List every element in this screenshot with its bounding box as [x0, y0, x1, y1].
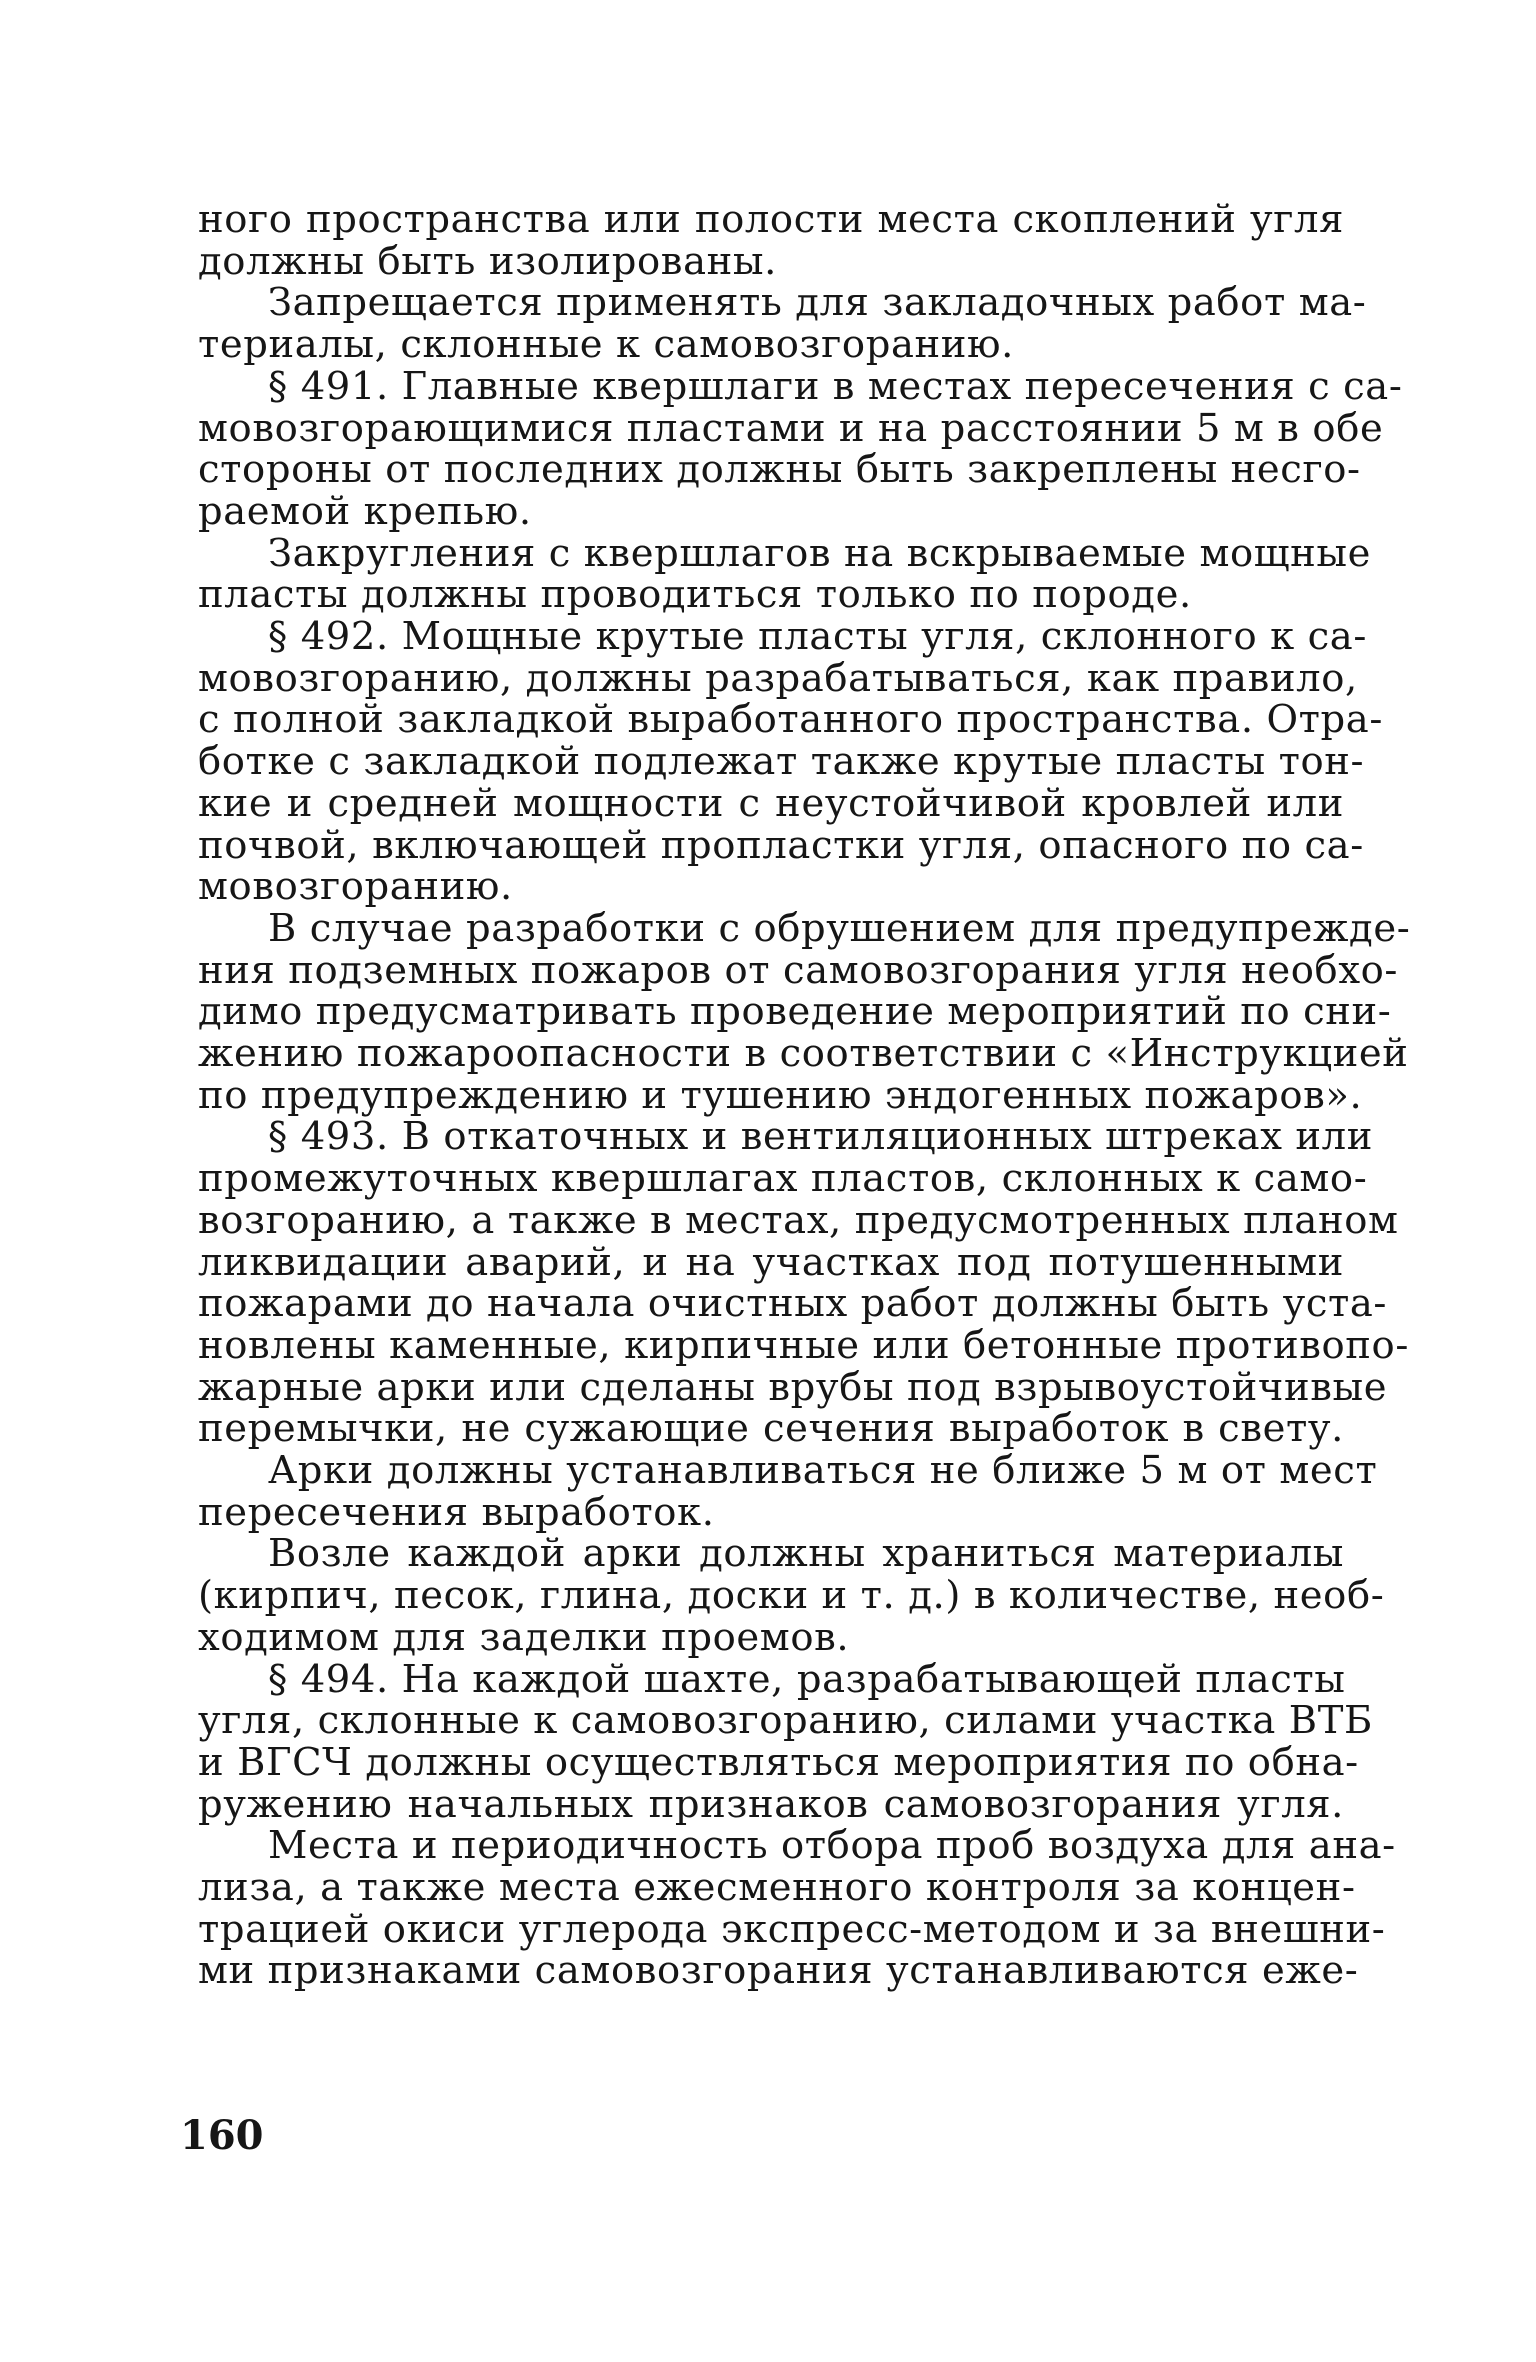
text-line: должны быть изолированы.	[198, 239, 777, 284]
text-line: § 493. В откаточных и вентиляционных штреках или	[268, 1114, 1373, 1159]
text-line: стороны от последних должны быть закреплены несго-	[198, 447, 1361, 492]
text-line: (кирпич, песок, глина, доски и т. д.) в количестве, необ-	[198, 1573, 1385, 1618]
text-line: ружению начальных признаков самовозгорания угля.	[198, 1782, 1344, 1827]
text-line: пласты должны проводиться только по породе.	[198, 572, 1192, 617]
text-line: Места и периодичность отбора проб воздуха для ана-	[268, 1823, 1396, 1868]
text-line: перемычки, не сужающие сечения выработок в свету.	[198, 1406, 1344, 1451]
text-line: новлены каменные, кирпичные или бетонные противопо-	[198, 1323, 1409, 1368]
text-line: трацией окиси углерода экспресс-методом и за внешни-	[198, 1907, 1386, 1952]
text-line: Запрещается применять для закладочных работ ма-	[268, 280, 1367, 325]
text-line: почвой, включающей пропластки угля, опасного по са-	[198, 823, 1364, 868]
text-line: кие и средней мощности с неустойчивой кровлей или	[198, 781, 1344, 826]
text-line: жению пожароопасности в соответствии с «Инструкцией	[198, 1031, 1409, 1076]
text-line: Арки должны устанавливаться не ближе 5 м от мест	[268, 1448, 1378, 1493]
text-line: § 494. На каждой шахте, разрабатывающей пласты	[268, 1657, 1346, 1702]
text-line: промежуточных квершлагах пластов, склонных к само-	[198, 1156, 1368, 1201]
text-line: мовозгоранию, должны разрабатываться, как правило,	[198, 656, 1358, 701]
text-line: мовозгоранию.	[198, 864, 513, 909]
text-line: лиза, а также места ежесменного контроля за концен-	[198, 1865, 1356, 1910]
text-line: димо предусматривать проведение мероприятий по сни-	[198, 989, 1392, 1034]
text-line: Закругления с квершлагов на вскрываемые мощные	[268, 531, 1372, 576]
text-line: ми признаками самовозгорания устанавливаются еже-	[198, 1948, 1359, 1993]
text-line: возгоранию, а также в местах, предусмотренных планом	[198, 1198, 1399, 1243]
text-line: § 492. Мощные крутые пласты угля, склонного к са-	[268, 614, 1367, 659]
text-line: ликвидации аварий, и на участках под потушенными	[198, 1240, 1344, 1285]
text-line: пересечения выработок.	[198, 1490, 715, 1535]
text-line: раемой крепью.	[198, 489, 532, 534]
text-line: с полной закладкой выработанного пространства. Отра-	[198, 697, 1383, 742]
text-line: жарные арки или сделаны врубы под взрывоустойчивые	[198, 1365, 1388, 1410]
text-line: В случае разработки с обрушением для предупрежде-	[268, 906, 1411, 951]
page-number: 160	[180, 2112, 264, 2159]
text-line: мовозгорающимися пластами и на расстоянии 5 м в обе	[198, 406, 1384, 451]
text-line: териалы, склонные к самовозгоранию.	[198, 322, 1014, 367]
text-line: ботке с закладкой подлежат также крутые пласты тон-	[198, 739, 1365, 784]
text-line: пожарами до начала очистных работ должны быть уста-	[198, 1281, 1388, 1326]
text-line: угля, склонные к самовозгоранию, силами участка ВТБ	[198, 1698, 1373, 1743]
text-line: ходимом для заделки проемов.	[198, 1615, 850, 1660]
text-line: и ВГСЧ должны осуществляться мероприятия по обна-	[198, 1740, 1359, 1785]
text-line: ного пространства или полости места скоплений угля	[198, 197, 1344, 242]
text-line: ния подземных пожаров от самовозгорания угля необхо-	[198, 948, 1399, 993]
text-line: § 491. Главные квершлаги в местах пересечения с са-	[268, 364, 1403, 409]
text-line: по предупреждению и тушению эндогенных пожаров».	[198, 1073, 1363, 1118]
text-line: Возле каждой арки должны храниться материалы	[268, 1531, 1344, 1576]
